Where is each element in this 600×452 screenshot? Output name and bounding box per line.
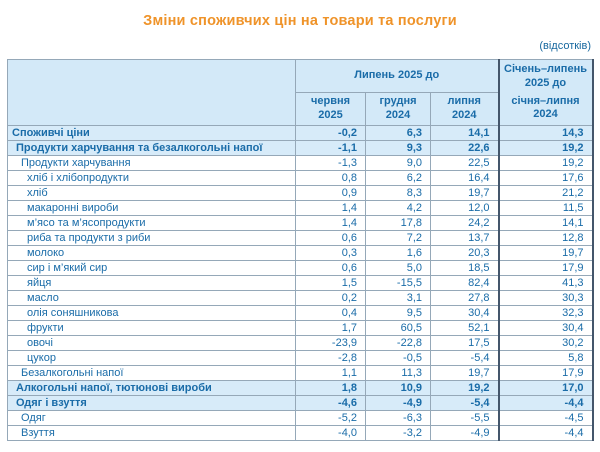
value-vs-december: 3,1 — [366, 291, 431, 306]
value-vs-july: -5,4 — [431, 396, 499, 411]
value-vs-december: -4,9 — [366, 396, 431, 411]
value-vs-december: 4,2 — [366, 201, 431, 216]
value-cumulative: 12,8 — [499, 231, 593, 246]
column-group-header: Липень 2025 до — [296, 60, 499, 93]
table-row — [8, 156, 593, 171]
value-vs-july: 19,7 — [431, 186, 499, 201]
value-cumulative: 19,2 — [499, 141, 593, 156]
value-vs-december: -3,2 — [366, 426, 431, 441]
row-label: Алкогольні напої, тютюнові вироби — [8, 381, 296, 396]
value-vs-december: 6,2 — [366, 171, 431, 186]
value-cumulative: 19,7 — [499, 246, 593, 261]
value-vs-july: 17,5 — [431, 336, 499, 351]
table-row — [8, 381, 593, 396]
value-cumulative: 32,3 — [499, 306, 593, 321]
value-vs-june: -2,8 — [296, 351, 366, 366]
column-header-vs-december: грудня 2024 — [366, 93, 431, 126]
row-label: Одяг — [8, 411, 296, 426]
value-vs-december: -6,3 — [366, 411, 431, 426]
value-cumulative: 17,9 — [499, 366, 593, 381]
table-row — [8, 231, 593, 246]
value-cumulative: -4,4 — [499, 426, 593, 441]
value-vs-june: 0,2 — [296, 291, 366, 306]
value-vs-july: 12,0 — [431, 201, 499, 216]
row-label: олія соняшникова — [8, 306, 296, 321]
value-cumulative: 17,9 — [499, 261, 593, 276]
value-vs-july: 13,7 — [431, 231, 499, 246]
value-vs-june: 1,7 — [296, 321, 366, 336]
value-vs-july: 19,2 — [431, 381, 499, 396]
table-body — [8, 126, 593, 441]
row-label: сир і м’який сир — [8, 261, 296, 276]
value-vs-december: 9,3 — [366, 141, 431, 156]
value-vs-june: -1,1 — [296, 141, 366, 156]
table-row — [8, 171, 593, 186]
value-vs-july: -5,4 — [431, 351, 499, 366]
value-vs-july: 27,8 — [431, 291, 499, 306]
row-label: риба та продукти з риби — [8, 231, 296, 246]
cumulative-header-bottom: січня–липня 2024 — [511, 94, 580, 121]
value-vs-december: 7,2 — [366, 231, 431, 246]
value-vs-june: 0,9 — [296, 186, 366, 201]
value-vs-december: 8,3 — [366, 186, 431, 201]
value-vs-june: 0,4 — [296, 306, 366, 321]
table-row — [8, 141, 593, 156]
header-row-group — [8, 60, 593, 93]
value-vs-december: 17,8 — [366, 216, 431, 231]
table-row — [8, 201, 593, 216]
column-header-vs-june: червня 2025 — [296, 93, 366, 126]
value-vs-december: 9,5 — [366, 306, 431, 321]
value-cumulative: 30,4 — [499, 321, 593, 336]
value-vs-july: 30,4 — [431, 306, 499, 321]
row-label: Одяг і взуття — [8, 396, 296, 411]
table-row — [8, 261, 593, 276]
value-vs-july: 20,3 — [431, 246, 499, 261]
value-vs-june: 1,1 — [296, 366, 366, 381]
table-row — [8, 276, 593, 291]
value-cumulative: 11,5 — [499, 201, 593, 216]
value-vs-june: 0,3 — [296, 246, 366, 261]
value-cumulative: 5,8 — [499, 351, 593, 366]
row-label: Продукти харчування та безалкогольні напої — [8, 141, 296, 156]
row-label: м’ясо та м’ясопродукти — [8, 216, 296, 231]
row-label: молоко — [8, 246, 296, 261]
row-label: макаронні вироби — [8, 201, 296, 216]
value-cumulative: 19,2 — [499, 156, 593, 171]
table-row — [8, 126, 593, 141]
value-vs-june: -23,9 — [296, 336, 366, 351]
value-cumulative: 17,6 — [499, 171, 593, 186]
value-vs-june: 1,5 — [296, 276, 366, 291]
value-cumulative: 41,3 — [499, 276, 593, 291]
value-cumulative: 21,2 — [499, 186, 593, 201]
value-vs-june: 0,6 — [296, 261, 366, 276]
table-row — [8, 351, 593, 366]
cumulative-header-top: Січень–липень 2025 до — [504, 63, 587, 89]
table-row — [8, 426, 593, 441]
table-row — [8, 321, 593, 336]
value-vs-june: 0,8 — [296, 171, 366, 186]
corner-cell — [8, 60, 296, 126]
value-cumulative: 14,1 — [499, 216, 593, 231]
value-vs-june: -0,2 — [296, 126, 366, 141]
value-vs-december: 10,9 — [366, 381, 431, 396]
value-vs-december: 6,3 — [366, 126, 431, 141]
value-vs-june: -4,6 — [296, 396, 366, 411]
value-vs-july: 82,4 — [431, 276, 499, 291]
value-vs-july: 22,5 — [431, 156, 499, 171]
page-title: Зміни споживчих цін на товари та послуги — [143, 13, 457, 29]
row-label: фрукти — [8, 321, 296, 336]
value-vs-december: 60,5 — [366, 321, 431, 336]
value-vs-july: 19,7 — [431, 366, 499, 381]
row-label: яйця — [8, 276, 296, 291]
consumer-prices-table — [7, 59, 594, 441]
value-vs-june: 1,4 — [296, 216, 366, 231]
column-header-cumulative — [499, 60, 593, 126]
table-row — [8, 246, 593, 261]
value-cumulative: 30,2 — [499, 336, 593, 351]
value-vs-july: 14,1 — [431, 126, 499, 141]
value-cumulative: -4,4 — [499, 396, 593, 411]
table-header — [8, 60, 593, 126]
value-vs-june: 0,6 — [296, 231, 366, 246]
value-vs-june: -4,0 — [296, 426, 366, 441]
table-row — [8, 216, 593, 231]
table-row — [8, 396, 593, 411]
table-row — [8, 366, 593, 381]
value-vs-june: -5,2 — [296, 411, 366, 426]
table-row — [8, 186, 593, 201]
value-vs-december: 9,0 — [366, 156, 431, 171]
value-vs-december: -22,8 — [366, 336, 431, 351]
row-label: Продукти харчування — [8, 156, 296, 171]
table-row — [8, 306, 593, 321]
value-cumulative: 17,0 — [499, 381, 593, 396]
value-vs-july: 22,6 — [431, 141, 499, 156]
value-vs-june: 1,4 — [296, 201, 366, 216]
row-label: овочі — [8, 336, 296, 351]
row-label: хліб і хлібопродукти — [8, 171, 296, 186]
value-vs-july: 52,1 — [431, 321, 499, 336]
value-vs-december: -0,5 — [366, 351, 431, 366]
units-note: (відсотків) — [539, 40, 591, 52]
value-cumulative: 30,3 — [499, 291, 593, 306]
table-row — [8, 411, 593, 426]
table-row — [8, 291, 593, 306]
row-label: Споживчі ціни — [8, 126, 296, 141]
value-cumulative: -4,5 — [499, 411, 593, 426]
value-vs-june: 1,8 — [296, 381, 366, 396]
value-vs-june: -1,3 — [296, 156, 366, 171]
value-vs-december: 11,3 — [366, 366, 431, 381]
row-label: Взуття — [8, 426, 296, 441]
value-vs-december: -15,5 — [366, 276, 431, 291]
value-vs-july: 18,5 — [431, 261, 499, 276]
value-vs-december: 1,6 — [366, 246, 431, 261]
value-vs-july: 24,2 — [431, 216, 499, 231]
row-label: Безалкогольні напої — [8, 366, 296, 381]
row-label: масло — [8, 291, 296, 306]
row-label: хліб — [8, 186, 296, 201]
table-row — [8, 336, 593, 351]
value-cumulative: 14,3 — [499, 126, 593, 141]
value-vs-july: -4,9 — [431, 426, 499, 441]
column-header-vs-july: липня 2024 — [431, 93, 499, 126]
value-vs-july: 16,4 — [431, 171, 499, 186]
value-vs-july: -5,5 — [431, 411, 499, 426]
row-label: цукор — [8, 351, 296, 366]
value-vs-december: 5,0 — [366, 261, 431, 276]
